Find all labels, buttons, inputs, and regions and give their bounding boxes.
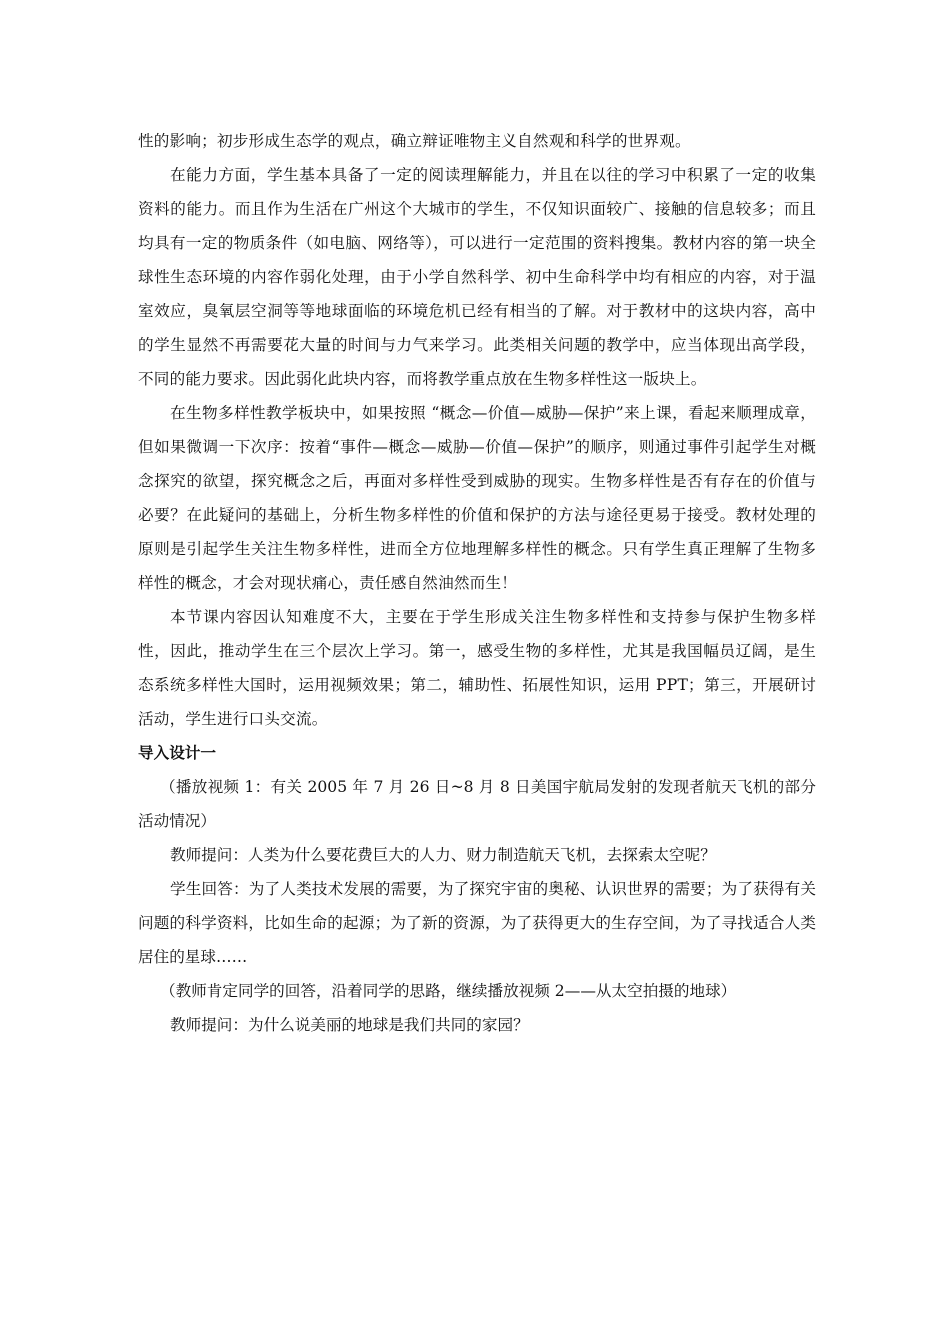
- document-body: [138, 124, 816, 1042]
- teacher-question-1: 教师提问：人类为什么要花费巨大的人力、财力制造航天飞机，去探索太空呢？: [170, 846, 716, 864]
- section-heading: 导入设计一: [138, 744, 216, 762]
- student-answer-1: 学生回答：为了人类技术发展的需要，为了探究宇宙的奥秘、认识世界的需要；为了获得有关问题的科学资料，比如生命的起源；为了新的资源，为了获得更大的生存空间，为了寻找适合人类居住的星球……: [138, 880, 816, 966]
- paragraph-ability: 在能力方面，学生基本具备了一定的阅读理解能力，并且在以往的学习中积累了一定的收集资料的能力。而且作为生活在广州这个大城市的学生，不仅知识面较广、接触的信息较多；而且均具有一定的物质条件（如电脑、网络等），可以进行一定范围的资料搜集。教材内容的第一块全球性生态环境的内容作弱化处理，由于小学自然科学、初中生命科学中均有相应的内容，对于温室效应，臭氧层空洞等等地球面临的环境危机已经有相当的了解。对于教材中的这块内容，高中的学生显然不再需要花大量的时间与力气来学习。此类相关问题的教学中，应当体现出高学段，不同的能力要求。因此弱化此块内容，而将教学重点放在生物多样性这一版块上。: [138, 166, 816, 388]
- paragraph-biodiversity-sequence: 在生物多样性教学板块中，如果按照 “概念—价值—威胁—保护”来上课，看起来顺理成章，但如果微调一下次序：按着“事件—概念—威胁—价值—保护”的顺序，则通过事件引起学生对概念探究的欲望，探究概念之后，再面对多样性受到威胁的现实。生物多样性是否有存在的价值与必要？在此疑问的基础上，分析生物多样性的价值和保护的方法与途径更易于接受。教材处理的原则是引起学生关注生物多样性，进而全方位地理解多样性的概念。只有学生真正理解了生物多样性的概念，才会对现状痛心，责任感自然油然而生！: [138, 404, 816, 592]
- video-note-1: （播放视频 1：有关 2005 年 7 月 26 日~8 月 8 日美国宇航局发射的发现者航天飞机的部分活动情况）: [138, 778, 816, 830]
- video-note-2: （教师肯定同学的回答，沿着同学的思路，继续播放视频 2——从太空拍摄的地球）: [160, 982, 737, 1000]
- teacher-question-2: 教师提问：为什么说美丽的地球是我们共同的家园？: [170, 1016, 529, 1034]
- paragraph-learning-levels: 本节课内容因认知难度不大，主要在于学生形成关注生物多样性和支持参与保护生物多样性，因此，推动学生在三个层次上学习。第一，感受生物的多样性，尤其是我国幅员辽阔，是生态系统多样性大国时，运用视频效果；第二，辅助性、拓展性知识，运用 PPT；第三，开展研讨活动，学生进行口头交流。: [138, 608, 816, 728]
- paragraph-continuation: 性的影响；初步形成生态学的观点，确立辩证唯物主义自然观和科学的世界观。: [138, 132, 691, 150]
